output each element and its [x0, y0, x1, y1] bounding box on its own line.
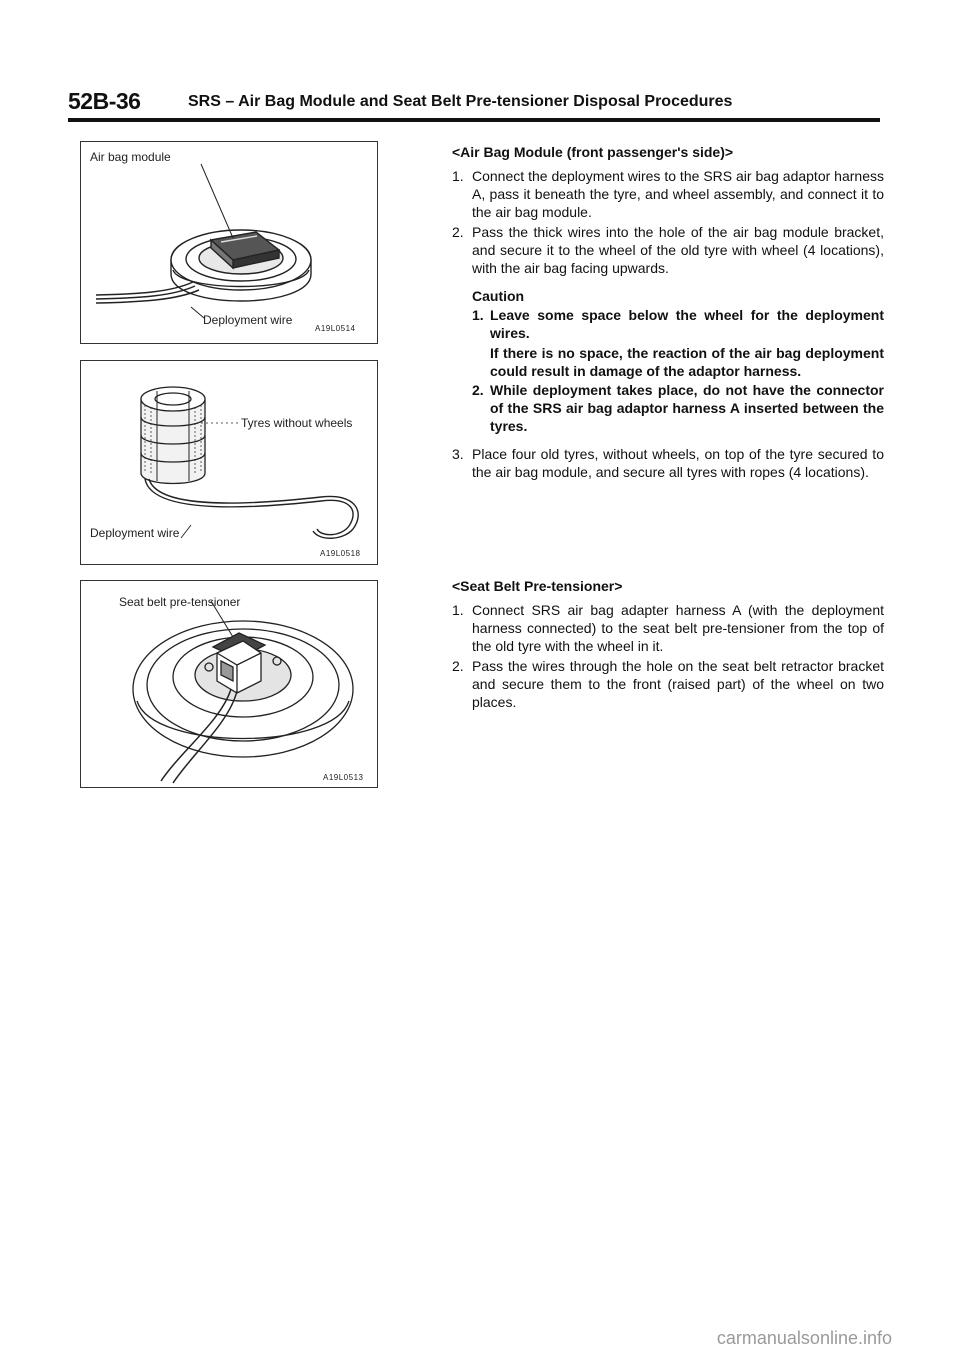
- caution-item: 2. While deployment takes place, do not have the connector of the SRS air bag adaptor harness A inserted between the tyres.: [472, 382, 884, 434]
- steps-list: [448, 601, 884, 711]
- label-seat-belt-pretensioner: Seat belt pre-tensioner: [119, 595, 241, 609]
- section-heading: <Air Bag Module (front passenger's side)>: [452, 144, 734, 160]
- watermark: carmanualsonline.info: [716, 1328, 892, 1348]
- list-item: 2. Pass the thick wires into the hole of the air bag module bracket, and secure it to the wheel of the old tyre with wheel (4 locations), with the air bag facing upwards.: [452, 224, 884, 276]
- figure-code: A19L0514: [315, 324, 356, 333]
- section-airbag-module: [448, 143, 884, 483]
- caution-item: 1. Leave some space below the wheel for the deployment wires. If there is no space, the reaction of the air bag deployment could result in damage of the adaptor harness.: [472, 307, 884, 379]
- label-deployment-wire: Deployment wire: [90, 526, 180, 540]
- figure-stacked-tyres: [80, 360, 378, 565]
- figure-airbag-module: [80, 141, 378, 344]
- section-seat-belt-pretensioner: [448, 577, 884, 713]
- list-item: 1. Connect SRS air bag adapter harness A (with the deployment harness connected) to the seat belt pre-tensioner from the top of the old tyre with the wheel in it.: [452, 602, 884, 654]
- page-number: 52B-36: [68, 88, 141, 114]
- label-deployment-wire: Deployment wire: [203, 313, 293, 327]
- label-air-bag-module: Air bag module: [90, 150, 171, 164]
- label-tyres-without-wheels: Tyres without wheels: [241, 416, 353, 430]
- figure-seat-belt-pretensioner: [80, 580, 378, 788]
- caution-block: [472, 287, 884, 435]
- header-rule: [68, 118, 880, 122]
- caution-title: Caution: [472, 288, 525, 304]
- list-item: 2. Pass the wires through the hole on the seat belt retractor bracket and secure them to the front (raised part) of the wheel on two places.: [452, 658, 884, 710]
- steps-list: [448, 167, 884, 277]
- figure-code: A19L0513: [323, 773, 364, 782]
- page-title: SRS – Air Bag Module and Seat Belt Pre-tensioner Disposal Procedures: [188, 93, 733, 110]
- section-heading: <Seat Belt Pre-tensioner>: [452, 578, 623, 594]
- list-item: 1. Connect the deployment wires to the SRS air bag adaptor harness A, pass it beneath the tyre, and wheel assembly, and connect it to the air bag module.: [452, 168, 884, 220]
- steps-list: [448, 445, 884, 481]
- page-header: [68, 88, 880, 122]
- pretensioner-tyre-illustration: [81, 581, 377, 787]
- figure-code: A19L0518: [320, 549, 361, 558]
- list-item: 3. Place four old tyres, without wheels, on top of the tyre secured to the air bag module, and secure all tyres with ropes (4 locations).: [452, 446, 884, 480]
